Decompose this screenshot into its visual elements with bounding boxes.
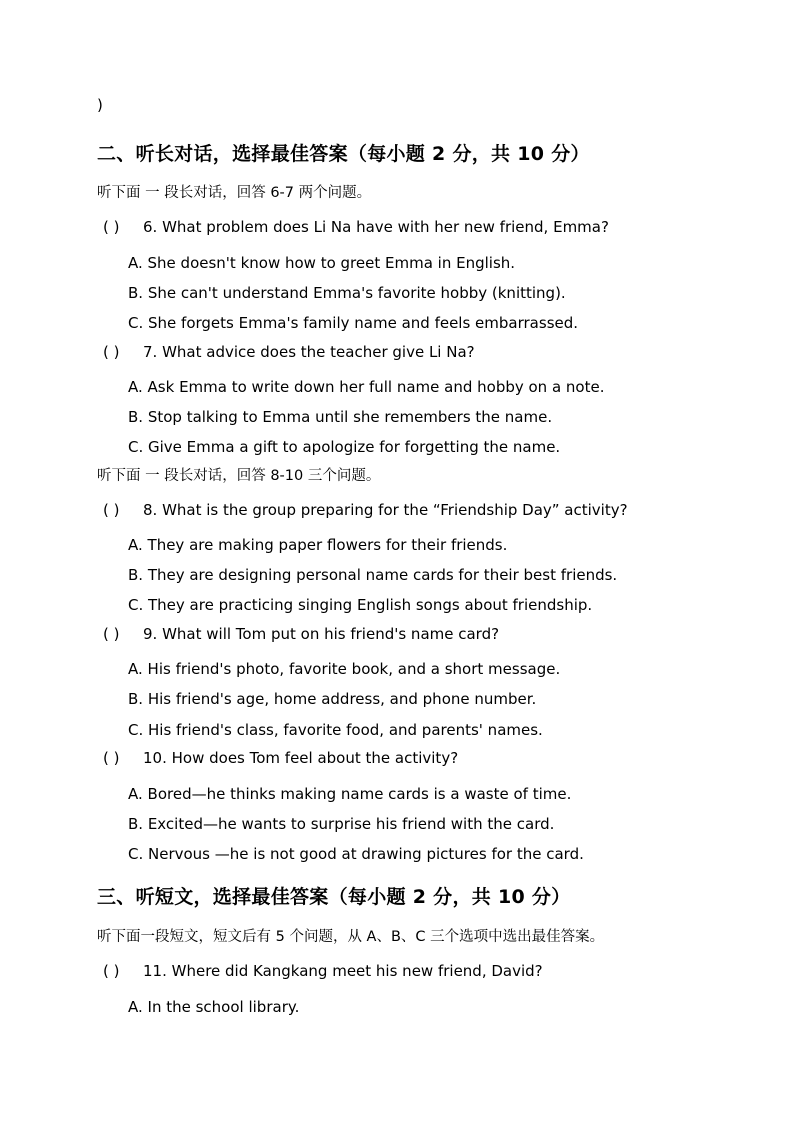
group-intro: 听下面 一 段长对话，回答 6-7 两个问题。 [97,185,372,201]
option: B. Excited—he wants to surprise his friend with the card. [128,815,555,833]
question-text: 8. What is the group preparing for the “Friendship Day” activity? [143,501,628,519]
option: B. Stop talking to Emma until she remembers the name. [128,408,553,426]
option: C. His friend's class, favorite food, and parents' names. [128,721,543,739]
question-10 [103,748,458,768]
question-8 [103,500,628,520]
answer-bracket[interactable]: ( ) [103,501,120,519]
answer-bracket[interactable]: ( ) [103,749,120,767]
page-fragment: ) [97,96,103,114]
option: B. They are designing personal name cards for their best friends. [128,566,618,584]
question-text: 9. What will Tom put on his friend's name card? [143,625,500,643]
answer-bracket[interactable]: ( ) [103,962,120,980]
question-11 [103,961,543,981]
question-text: 7. What advice does the teacher give Li Na? [143,343,475,361]
question-7 [103,342,475,362]
option: B. His friend's age, home address, and phone number. [128,690,537,708]
question-text: 10. How does Tom feel about the activity? [143,749,459,767]
answer-bracket[interactable]: ( ) [103,218,120,236]
option: C. They are practicing singing English songs about friendship. [128,596,593,614]
option: B. She can't understand Emma's favorite hobby (knitting). [128,284,566,302]
question-text: 6. What problem does Li Na have with her new friend, Emma? [143,218,609,236]
question-9 [103,624,499,644]
section-heading: 二、听长对话，选择最佳答案（每小题 2 分，共 10 分） [97,143,590,165]
option: A. His friend's photo, favorite book, and a short message. [128,660,561,678]
option: A. She doesn't know how to greet Emma in English. [128,254,516,272]
question-text: 11. Where did Kangkang meet his new friend, David? [143,962,543,980]
option: A. Ask Emma to write down her full name and hobby on a note. [128,378,605,396]
option: C. Nervous —he is not good at drawing pictures for the card. [128,845,584,863]
option: A. Bored—he thinks making name cards is a waste of time. [128,785,572,803]
option: A. In the school library. [128,998,300,1016]
answer-bracket[interactable]: ( ) [103,343,120,361]
option: C. She forgets Emma's family name and feels embarrassed. [128,314,579,332]
option: A. They are making paper flowers for their friends. [128,536,508,554]
option: C. Give Emma a gift to apologize for forgetting the name. [128,438,561,456]
section-heading: 三、听短文，选择最佳答案（每小题 2 分，共 10 分） [97,886,571,908]
question-6 [103,217,609,237]
answer-bracket[interactable]: ( ) [103,625,120,643]
group-intro: 听下面一段短文，短文后有 5 个问题，从 A、B、C 三个选项中选出最佳答案。 [97,929,605,945]
group-intro: 听下面 一 段长对话，回答 8-10 三个问题。 [97,468,381,484]
